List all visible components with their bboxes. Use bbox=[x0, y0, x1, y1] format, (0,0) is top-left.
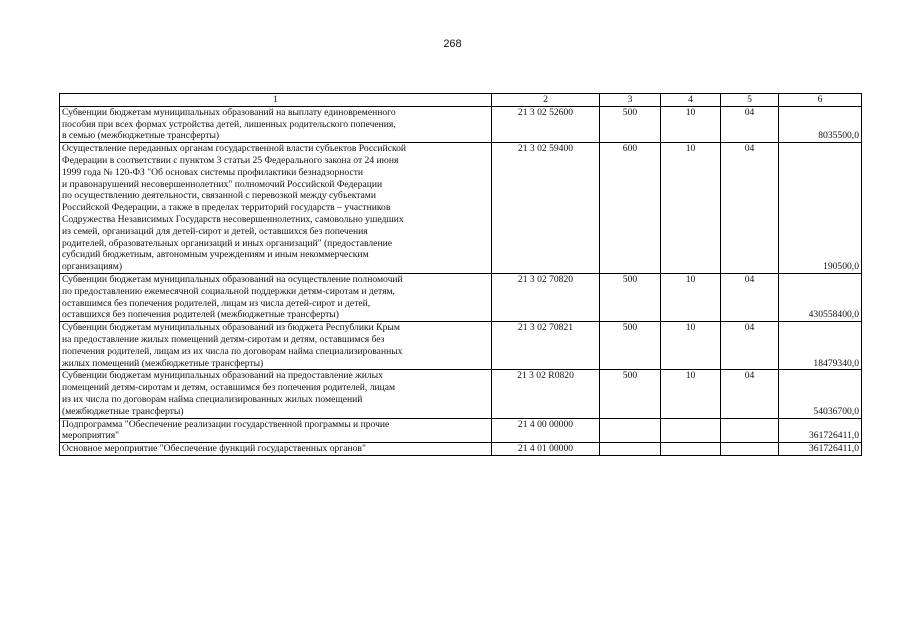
table-row bbox=[60, 322, 862, 370]
description-line: и правонарушений несовершеннолетних" полномочий Российской Федерации bbox=[62, 178, 383, 190]
row-code: 21 3 02 70821 bbox=[492, 322, 600, 370]
column-header: 5 bbox=[721, 94, 779, 107]
row-section: 10 bbox=[661, 273, 721, 321]
table-row bbox=[60, 106, 862, 142]
description-line: пособия при всех формах устройства детей, лишенных родительского попечения, bbox=[62, 118, 396, 130]
description-line: субсидий бюджетным, автономным учреждениям и иным некоммерческим bbox=[62, 249, 369, 261]
row-section: 10 bbox=[661, 143, 721, 274]
row-expense-type: 500 bbox=[600, 322, 661, 370]
row-section: 10 bbox=[661, 322, 721, 370]
row-expense-type: 500 bbox=[600, 106, 661, 142]
row-section: 10 bbox=[661, 370, 721, 418]
row-description bbox=[60, 322, 492, 370]
column-header: 3 bbox=[600, 94, 661, 107]
column-header: 2 bbox=[492, 94, 600, 107]
row-section bbox=[661, 418, 721, 443]
row-amount: 8035500,0 bbox=[779, 106, 862, 142]
description-line: на предоставление жилых помещений детям-сиротам и детям, оставшимся без bbox=[62, 333, 385, 345]
row-code: 21 3 02 59400 bbox=[492, 143, 600, 274]
description-line: 1999 года № 120-ФЗ "Об основах системы профилактики безнадзорности bbox=[62, 166, 364, 178]
row-description bbox=[60, 443, 492, 456]
description-line: попечения родителей, лицам из их числа по договорам найма специализированных bbox=[62, 345, 403, 357]
table-row bbox=[60, 143, 862, 274]
row-amount: 361726411,0 bbox=[779, 443, 862, 456]
row-section: 10 bbox=[661, 106, 721, 142]
row-expense-type: 500 bbox=[600, 370, 661, 418]
column-header: 4 bbox=[661, 94, 721, 107]
description-line: по предоставлению ежемесячной социальной поддержки детям-сиротам и детям, bbox=[62, 285, 395, 297]
description-line: Осуществление переданных органам государственной власти субъектов Российской bbox=[62, 143, 407, 155]
row-description bbox=[60, 273, 492, 321]
column-header: 1 bbox=[60, 94, 492, 107]
description-line: Российской Федерации, а также в пределах территорий государств – участников bbox=[62, 202, 391, 214]
column-header: 6 bbox=[779, 94, 862, 107]
row-subsection bbox=[721, 443, 779, 456]
description-line: Федерации в соответствии с пунктом 3 статьи 25 Федерального закона от 24 июня bbox=[62, 154, 399, 166]
description-line: (межбюджетные трансферты) bbox=[62, 405, 184, 417]
description-line: оставшихся без попечения родителей (межбюджетные трансферты) bbox=[62, 309, 339, 321]
row-section bbox=[661, 443, 721, 456]
row-expense-type bbox=[600, 418, 661, 443]
description-line: в семью (межбюджетные трансферты) bbox=[62, 130, 220, 142]
description-line: мероприятия" bbox=[62, 430, 120, 442]
description-line: жилых помещений (межбюджетные трансферты) bbox=[62, 357, 264, 369]
row-subsection: 04 bbox=[721, 370, 779, 418]
description-line: по осуществлению деятельности, связанной с перевозкой между субъектами bbox=[62, 190, 377, 202]
row-description bbox=[60, 143, 492, 274]
row-subsection: 04 bbox=[721, 143, 779, 274]
row-expense-type bbox=[600, 443, 661, 456]
row-amount: 190500,0 bbox=[779, 143, 862, 274]
row-code: 21 3 02 R0820 bbox=[492, 370, 600, 418]
page-number: 268 bbox=[443, 38, 462, 50]
row-code: 21 4 00 00000 bbox=[492, 418, 600, 443]
row-code: 21 3 02 52600 bbox=[492, 106, 600, 142]
description-line: организациям) bbox=[62, 261, 123, 273]
row-amount: 361726411,0 bbox=[779, 418, 862, 443]
row-expense-type: 500 bbox=[600, 273, 661, 321]
row-expense-type: 600 bbox=[600, 143, 661, 274]
table-row bbox=[60, 370, 862, 418]
table-row bbox=[60, 418, 862, 443]
description-line: Подпрограмма "Обеспечение реализации государственной программы и прочие bbox=[62, 418, 390, 430]
row-code: 21 3 02 70820 bbox=[492, 273, 600, 321]
description-line: Содружества Независимых Государств несовершеннолетних, самовольно ушедших bbox=[62, 213, 404, 225]
row-description bbox=[60, 418, 492, 443]
row-description bbox=[60, 106, 492, 142]
row-amount: 430558400,0 bbox=[779, 273, 862, 321]
row-subsection bbox=[721, 418, 779, 443]
row-subsection: 04 bbox=[721, 106, 779, 142]
row-subsection: 04 bbox=[721, 322, 779, 370]
table-header-row bbox=[60, 94, 862, 107]
table-row bbox=[60, 443, 862, 456]
budget-table bbox=[59, 93, 862, 456]
table-row bbox=[60, 273, 862, 321]
description-line: Субвенции бюджетам муниципальных образований на выплату единовременного bbox=[62, 106, 396, 118]
row-description bbox=[60, 370, 492, 418]
description-line: из семей, организаций для детей-сирот и детей, оставшихся без попечения bbox=[62, 225, 368, 237]
description-line: Основное мероприятие "Обеспечение функций государственных органов" bbox=[62, 443, 366, 455]
row-amount: 18479340,0 bbox=[779, 322, 862, 370]
description-line: оставшимся без попечения родителей, лицам из числа детей-сирот и детей, bbox=[62, 297, 371, 309]
description-line: из их числа по договорам найма специализированных жилых помещений bbox=[62, 393, 363, 405]
description-line: Субвенции бюджетам муниципальных образований на осуществление полномочий bbox=[62, 273, 403, 285]
description-line: родителей, образовательных организаций и иных организаций" (предоставление bbox=[62, 237, 392, 249]
description-line: Субвенции бюджетам муниципальных образований на предоставление жилых bbox=[62, 370, 383, 382]
description-line: Субвенции бюджетам муниципальных образований из бюджета Республики Крым bbox=[62, 322, 400, 334]
row-amount: 54036700,0 bbox=[779, 370, 862, 418]
row-code: 21 4 01 00000 bbox=[492, 443, 600, 456]
description-line: помещений детям-сиротам и детям, оставшимся без попечения родителей, лицам bbox=[62, 382, 396, 394]
row-subsection: 04 bbox=[721, 273, 779, 321]
